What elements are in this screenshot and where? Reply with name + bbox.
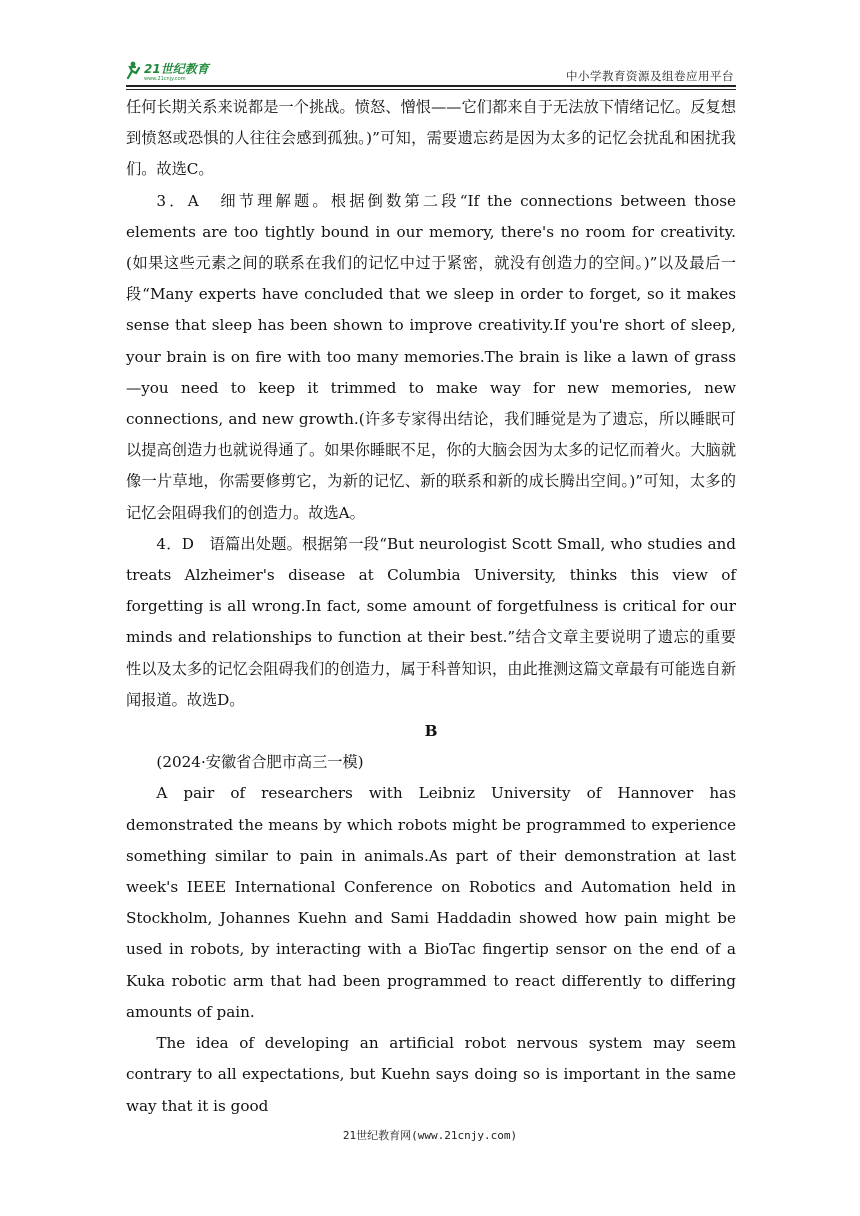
document-body <box>126 92 736 1122</box>
site-logo <box>126 60 226 82</box>
runner-logo-icon <box>126 60 226 82</box>
passage-paragraph-2: The idea of developing an artificial robot nervous system may seem contrary to all expectations, but Kuehn says doing so is important in the same way that it is good <box>126 1034 736 1115</box>
header-rule-thick <box>126 85 736 87</box>
page-header <box>126 54 736 88</box>
logo-text: 21世纪教育 <box>144 62 209 76</box>
header-platform-name: 中小学教育资源及组卷应用平台 <box>566 69 734 83</box>
paragraph-continued: 任何长期关系来说都是一个挑战。愤怒、憎恨——它们都来自于无法放下情绪记忆。反复想到愤怒或恐惧的人往往会感到孤独。)”可知，需要遗忘药是因为太多的记忆会扰乱和困扰我们。故选C。 <box>126 98 736 179</box>
section-heading: B <box>424 722 438 741</box>
header-rule-thin <box>126 89 736 90</box>
passage-paragraph-1: A pair of researchers with Leibniz University of Hannover has demonstrated the means by which robots might be programmed to experience something similar to pain in animals.As part of their demonstration at last week's IEEE International Conference on Robotics and Automation held in Stockholm, Johannes Kuehn and Sami Haddadin showed how pain might be used in robots, by interacting with a BioTac fingertip sensor on the end of a Kuka robotic arm that had been programmed to react differently to differing amounts of pain. <box>126 784 736 1021</box>
page-footer: 21世纪教育网(www.21cnjy.com) <box>342 1129 518 1142</box>
answer-3-explanation: 3．A 细节理解题。根据倒数第二段“If the connections between those elements are too tightly bound in our memory, there's no room for creativity.(如果这些元素之间的联系在我们的记忆中过于紧密，就没有创造力的空间。)”以及最后一段“Many experts have concluded that we sleep in order to forget, so it makes sense that sleep has been shown to improve creativity.If you're short of sleep, your brain is on fire with too many memories.The brain is like a lawn of grass—you need to keep it trimmed to make way for new memories, new connections, and new growth.(许多专家得出结论，我们睡觉是为了遗忘，所以睡眠可以提高创造力也就说得通了。如果你睡眠不足，你的大脑会因为太多的记忆而着火。大脑就像一片草地，你需要修剪它，为新的记忆、新的联系和新的成长腾出空间。)”可知，太多的记忆会阻碍我们的创造力。故选A。 <box>126 191 736 522</box>
answer-4-explanation: 4．D 语篇出处题。根据第一段“But neurologist Scott Small, who studies and treats Alzheimer's disease at Columbia University, thinks this view of forgetting is all wrong.In fact, some amount of forgetfulness is critical for our minds and relationships to function at their best.”结合文章主要说明了遗忘的重要性以及太多的记忆会阻碍我们的创造力，属于科普知识，由此推测这篇文章最有可能选自新闻报道。故选D。 <box>126 534 736 709</box>
logo-subtext: www.21cnjy.com <box>144 76 186 82</box>
passage-source: (2024·安徽省合肥市高三一模) <box>156 753 364 772</box>
